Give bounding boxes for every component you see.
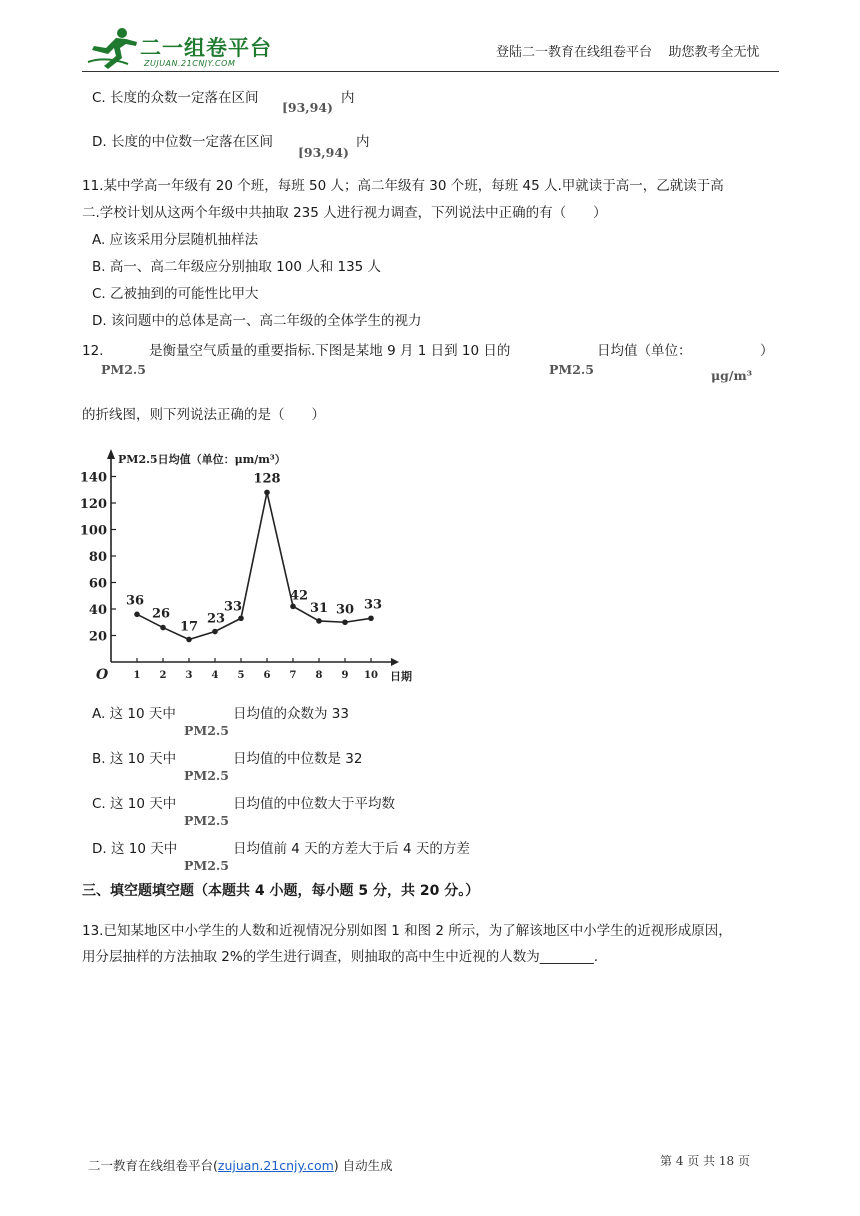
x-tick-label: 6 <box>263 670 271 681</box>
q12-option-c-post: 日均值的中位数大于平均数 <box>233 796 395 812</box>
x-tick-label: 7 <box>289 670 297 681</box>
logo-text: 二一组卷平台 <box>140 36 272 60</box>
q10-option-d-pre: D. 长度的中位数一定落在区间 <box>92 134 273 150</box>
x-tick-label: 2 <box>159 670 167 681</box>
data-point <box>264 490 270 496</box>
y-tick-label: 100 <box>79 523 107 539</box>
x-tick-label: 8 <box>315 670 323 681</box>
q12-option-d-pm: PM2.5 <box>184 858 229 873</box>
q13-line2: 用分层抽样的方法抽取 2%的学生进行调查，则抽取的高中生中近视的人数为________. <box>82 949 598 965</box>
x-tick-label: 9 <box>341 670 349 681</box>
data-point <box>186 637 192 643</box>
data-point <box>212 629 218 635</box>
q12-number: 12. <box>82 343 104 359</box>
data-label: 17 <box>179 619 199 635</box>
q13-line1: 13.已知某地区中小学生的人数和近视情况分别如图 1 和图 2 所示，为了解该地区中小学生的近视形成原因， <box>82 923 732 939</box>
header-logo <box>86 26 276 70</box>
q11-option-d: D. 该问题中的总体是高一、高二年级的全体学生的视力 <box>92 313 422 329</box>
data-label: 36 <box>125 593 145 609</box>
x-axis-arrow <box>391 658 399 666</box>
data-point <box>238 615 244 621</box>
data-point <box>342 619 348 625</box>
section3-title: 三、填空题填空题（本题共 4 小题，每小题 5 分，共 20 分。） <box>82 883 480 899</box>
q12-option-b-post: 日均值的中位数是 32 <box>233 751 363 767</box>
q12-option-c-pre: C. 这 10 天中 <box>92 796 177 812</box>
q11-line2: 二.学校计划从这两个年级中共抽取 235 人进行视力调查，下列说法中正确的有（ ） <box>82 205 607 221</box>
q10-option-d-post: 内 <box>356 134 370 150</box>
logo-subtext: ZUJUAN.21CNJY.COM <box>144 59 236 68</box>
q10-option-c <box>92 88 259 108</box>
q12-unit: μg/m³ <box>711 368 753 383</box>
x-tick-label: 10 <box>364 670 378 681</box>
runner-logo-icon <box>86 26 142 70</box>
y-tick-label: 120 <box>79 497 107 512</box>
x-tick-label: 1 <box>133 670 141 681</box>
footer-source-pre: 二一教育在线组卷平台( <box>88 1158 218 1173</box>
data-point <box>316 618 322 624</box>
y-tick-label: 80 <box>88 550 107 565</box>
data-label: 30 <box>335 602 355 618</box>
q12-text-b: 日均值（单位： <box>597 343 692 359</box>
q12-option-c-pm: PM2.5 <box>184 813 229 828</box>
data-label: 42 <box>289 588 309 604</box>
chart-title: PM2.5日均值（单位：μm/m³） <box>118 453 286 466</box>
data-label: 26 <box>151 606 171 622</box>
series-line <box>137 492 371 639</box>
q10-option-c-post: 内 <box>341 90 355 106</box>
data-point <box>368 615 374 621</box>
x-axis-label: 日期 <box>390 670 412 683</box>
data-label: 31 <box>309 600 329 616</box>
q12-option-a-pre: A. 这 10 天中 <box>92 706 176 722</box>
y-tick-label: 20 <box>88 629 107 645</box>
data-point <box>290 604 296 610</box>
header-right-text: 登陆二一教育在线组卷平台 助您教考全无忧 <box>496 45 760 60</box>
data-point <box>160 625 166 631</box>
q10-option-d-interval: [93,94) <box>298 145 349 160</box>
q10-option-c-pre: C. 长度的众数一定落在区间 <box>92 90 259 106</box>
y-tick-label: 140 <box>79 470 107 486</box>
q12-option-d-post: 日均值前 4 天的方差大于后 4 天的方差 <box>233 841 470 857</box>
y-axis-arrow <box>107 449 115 459</box>
q11-option-c: C. 乙被抽到的可能性比甲大 <box>92 286 259 302</box>
q11-line1: 11.某中学高一年级有 20 个班，每班 50 人；高二年级有 30 个班，每班 45 人.甲就读于高一，乙就读于高 <box>82 178 724 194</box>
page-number: 第 4 页 共 18 页 <box>660 1154 750 1168</box>
q10-option-c-interval: [93,94) <box>282 100 333 115</box>
q12-option-b-pm: PM2.5 <box>184 768 229 783</box>
q12-option-b-pre: B. 这 10 天中 <box>92 751 177 767</box>
x-tick-label: 3 <box>185 670 193 681</box>
q12-option-a-post: 日均值的众数为 33 <box>233 706 349 722</box>
q12-line2: 的折线图，则下列说法正确的是（ ） <box>82 407 325 423</box>
q11-option-b: B. 高一、高二年级应分别抽取 100 人和 135 人 <box>92 259 382 275</box>
q12-close-paren: ） <box>760 343 774 359</box>
footer-source <box>88 1156 393 1174</box>
q11-option-a: A. 应该采用分层随机抽样法 <box>92 232 259 248</box>
x-tick-label: 5 <box>237 670 245 681</box>
q12-option-a-pm: PM2.5 <box>184 723 229 738</box>
y-tick-label: 60 <box>88 576 107 592</box>
q12-pm-label-1: PM2.5 <box>101 362 146 377</box>
origin-label: O <box>96 667 109 683</box>
data-point <box>134 612 140 618</box>
data-label: 33 <box>223 599 243 615</box>
footer-link[interactable]: zujuan.21cnjy.com <box>217 1158 334 1173</box>
x-tick-label: 4 <box>211 670 219 681</box>
header-rule <box>82 71 779 72</box>
footer-source-post: ) 自动生成 <box>333 1158 393 1173</box>
data-label: 23 <box>206 611 226 627</box>
y-tick-label: 40 <box>88 603 107 618</box>
q12-text-a: 是衡量空气质量的重要指标.下图是某地 9 月 1 日到 10 日的 <box>149 343 511 359</box>
data-label: 33 <box>363 597 383 613</box>
data-label: 128 <box>253 471 281 487</box>
q12-pm-label-2: PM2.5 <box>549 362 594 377</box>
q12-option-d-pre: D. 这 10 天中 <box>92 841 178 857</box>
pm25-line-chart <box>79 447 426 687</box>
